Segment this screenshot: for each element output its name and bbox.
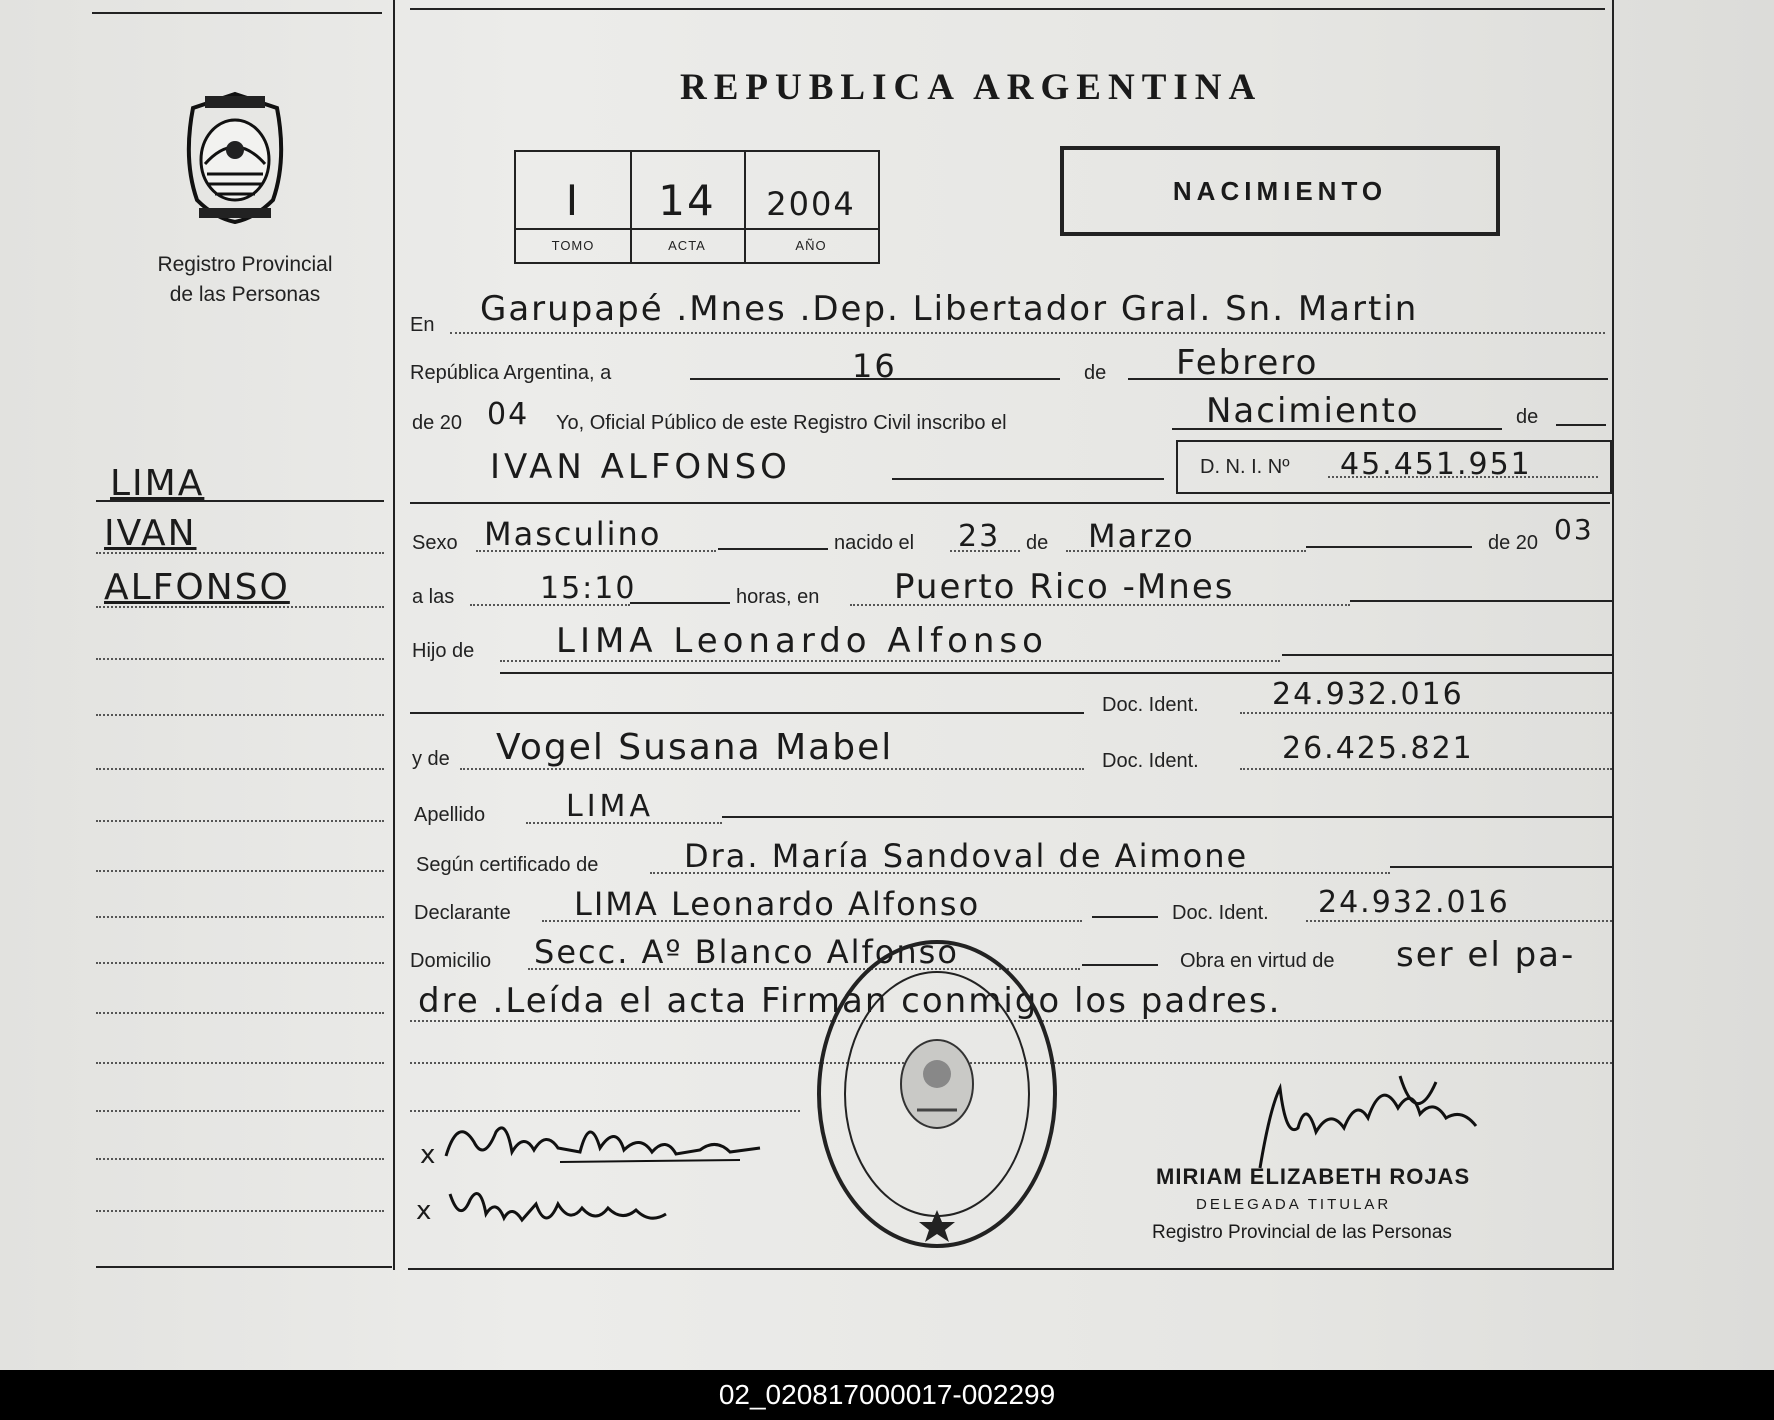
margin-dots-14 <box>96 1210 384 1212</box>
index-box <box>514 150 880 264</box>
margin-dots-8 <box>96 916 384 918</box>
value-lugar-nac: Puerto Rico -Mnes <box>894 567 1235 607</box>
line-hora <box>630 602 730 604</box>
line-doc1-pre <box>410 712 1084 714</box>
value-anio-nac: 03 <box>1554 513 1594 546</box>
official-signature <box>1240 1068 1500 1178</box>
label-en: En <box>410 314 435 336</box>
value-obra-2: dre .Leída el acta Firman conmigo los padres. <box>418 981 1282 1021</box>
value-anio-corto: 04 <box>487 397 530 432</box>
line-domicilio <box>1082 964 1158 966</box>
label-republica: República Argentina, a <box>410 362 612 384</box>
margin-dots-2 <box>96 606 384 608</box>
margin-dots-3 <box>96 658 384 660</box>
anio-label: AÑO <box>795 238 827 253</box>
line-sexo <box>718 548 828 550</box>
label-de-mid: de <box>1026 532 1049 554</box>
misiones-emblem-icon <box>175 90 295 225</box>
value-madre: Vogel Susana Mabel <box>496 727 894 768</box>
value-declarante: LIMA Leonardo Alfonso <box>574 885 981 923</box>
dots-doc3 <box>1306 920 1612 922</box>
dots-en <box>450 332 1605 334</box>
margin-dots-13 <box>96 1158 384 1160</box>
top-rule-left <box>92 12 382 14</box>
registry-line-1: Registro Provincial <box>157 253 333 276</box>
line-nombre <box>892 478 1164 480</box>
value-acto: Nacimiento <box>1206 391 1420 431</box>
line-declarante <box>1092 916 1158 918</box>
anio-value: 2004 <box>766 185 856 223</box>
tomo-label: TOMO <box>551 238 595 253</box>
label-sexo: Sexo <box>412 532 458 554</box>
value-dia: 16 <box>852 347 897 385</box>
father-signature <box>440 1112 770 1172</box>
value-doc-madre: 26.425.821 <box>1282 731 1474 766</box>
margin-dots-1 <box>96 552 384 554</box>
label-segun: Según certificado de <box>416 854 599 876</box>
label-nacido: nacido el <box>834 532 915 554</box>
label-oficial: Yo, Oficial Público de este Registro Civil inscribo el <box>556 412 1007 434</box>
official-name: MIRIAM ELIZABETH ROJAS <box>1156 1164 1471 1189</box>
label-domicilio: Domicilio <box>410 950 492 972</box>
bottom-rule-left <box>96 1266 392 1268</box>
label-horas: horas, en <box>736 586 820 608</box>
value-sexo: Masculino <box>484 515 662 553</box>
rule-after-dni <box>410 502 1610 504</box>
label-a-las: a las <box>412 586 455 608</box>
label-obra: Obra en virtud de <box>1180 950 1335 972</box>
dots-madre <box>460 768 1084 770</box>
value-dia-nac: 23 <box>958 519 1001 554</box>
dots-doc2 <box>1240 768 1612 770</box>
value-doc-declarante: 24.932.016 <box>1318 885 1510 920</box>
margin-dots-12 <box>96 1110 384 1112</box>
line-certificado <box>1390 866 1612 868</box>
sig-x-2: x <box>416 1196 432 1226</box>
dots-doc1 <box>1240 712 1612 714</box>
label-apellido: Apellido <box>414 804 486 826</box>
line-apellido <box>722 816 1612 818</box>
label-doc3: Doc. Ident. <box>1172 902 1269 924</box>
official-title: DELEGADA TITULAR <box>1196 1196 1392 1213</box>
tomo-value: I <box>565 176 581 225</box>
line-de-end <box>1556 424 1606 426</box>
margin-dots-9 <box>96 962 384 964</box>
margin-dots-10 <box>96 1012 384 1014</box>
margin-dots-7 <box>96 870 384 872</box>
mother-signature <box>440 1174 680 1234</box>
value-obra-1: ser el pa- <box>1396 935 1576 975</box>
sig-x-1: x <box>420 1140 436 1170</box>
label-de: de <box>1084 362 1107 384</box>
label-hijo: Hijo de <box>412 640 475 662</box>
line-lugar-nac <box>1350 600 1612 602</box>
label-doc2: Doc. Ident. <box>1102 750 1199 772</box>
value-mes: Febrero <box>1176 343 1319 383</box>
filename-label: 02_020817000017-002299 <box>0 1370 1774 1420</box>
margin-dots-11 <box>96 1062 384 1064</box>
label-y-de: y de <box>412 748 450 770</box>
line-padre <box>1282 654 1612 656</box>
label-de20: de 20 <box>412 412 463 434</box>
value-doc-padre: 24.932.016 <box>1272 677 1464 712</box>
margin-dots-5 <box>96 768 384 770</box>
frame-right <box>1612 0 1614 1270</box>
act-type-box <box>1060 146 1500 236</box>
registry-line-2: de las Personas <box>169 283 321 306</box>
registry-name <box>120 250 370 310</box>
index-divider-h <box>516 228 878 230</box>
value-nombre: IVAN ALFONSO <box>490 447 791 487</box>
line-mes-nac <box>1306 546 1472 548</box>
label-declarante: Declarante <box>414 902 511 924</box>
official-office: Registro Provincial de las Personas <box>1152 1222 1452 1243</box>
margin-rule-1 <box>96 500 384 502</box>
margin-surname: LIMA <box>110 463 205 504</box>
label-doc1: Doc. Ident. <box>1102 694 1199 716</box>
label-dni: D. N. I. Nº <box>1200 456 1290 478</box>
value-certificado: Dra. María Sandoval de Aimone <box>684 837 1249 875</box>
margin-dots-4 <box>96 714 384 716</box>
act-type-label: NACIMIENTO <box>1172 176 1388 206</box>
frame-left <box>393 0 395 1270</box>
value-domicilio: Secc. Aº Blanco Alfonso <box>534 933 959 971</box>
value-apellido: LIMA <box>566 789 654 824</box>
value-dni: 45.451.951 <box>1340 447 1532 482</box>
bottom-rule-right <box>408 1268 1612 1270</box>
top-rule-right <box>410 8 1605 10</box>
official-stamp <box>812 934 1062 1254</box>
line-padre-2 <box>500 672 1612 674</box>
value-padre: LIMA Leonardo Alfonso <box>556 621 1048 661</box>
value-mes-nac: Marzo <box>1088 517 1195 555</box>
acta-value: 14 <box>658 176 716 225</box>
value-hora: 15:10 <box>540 571 637 606</box>
margin-name-1: IVAN <box>104 513 197 554</box>
dni-box <box>1176 440 1612 494</box>
country-title: REPUBLICA ARGENTINA <box>680 67 1263 108</box>
margin-name-2: ALFONSO <box>104 567 290 608</box>
acta-label: ACTA <box>668 238 706 253</box>
label-de20-end: de 20 <box>1488 532 1539 554</box>
margin-dots-6 <box>96 820 384 822</box>
label-de-end: de <box>1516 406 1539 428</box>
value-lugar: Garupapé .Mnes .Dep. Libertador Gral. Sn. Martin <box>480 289 1419 329</box>
